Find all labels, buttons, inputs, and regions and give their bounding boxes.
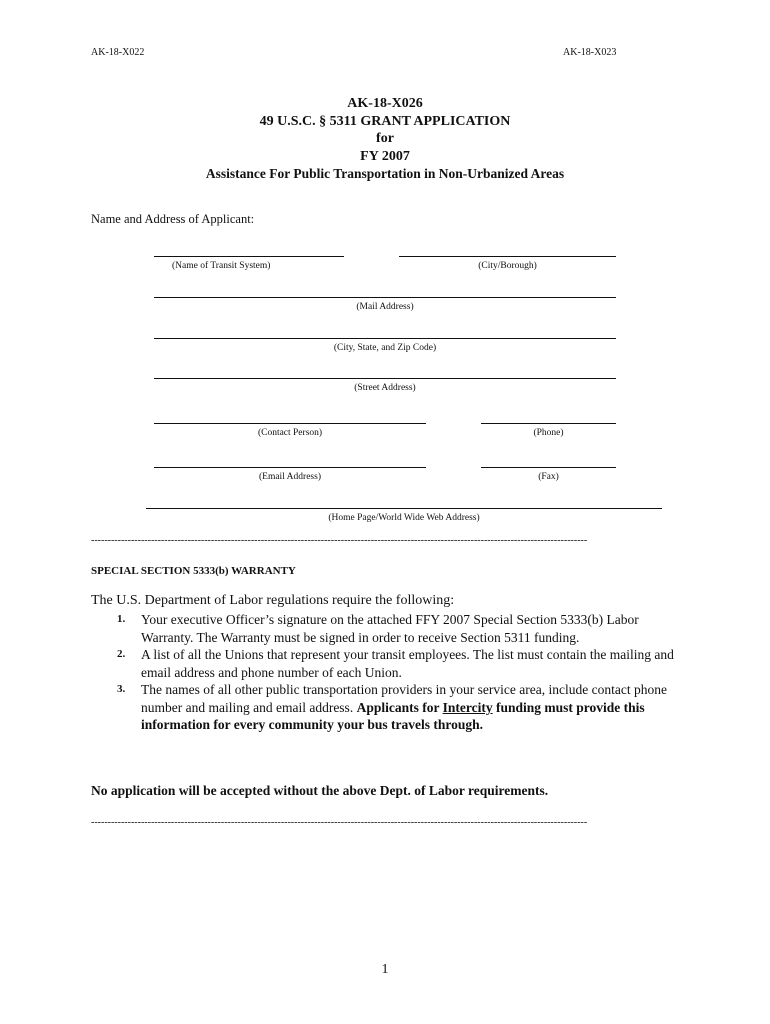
title-line-1: 49 U.S.C. § 5311 GRANT APPLICATION: [259, 113, 511, 129]
mail-address-line[interactable]: [154, 297, 616, 298]
fax-line[interactable]: [481, 467, 616, 468]
item-bold-text-cont: funding must provide this information for every community your bus travels through.: [141, 699, 645, 732]
city-borough-line[interactable]: [399, 256, 616, 257]
city-state-zip-field[interactable]: [154, 338, 616, 353]
city-state-zip-line[interactable]: [154, 338, 616, 339]
web-address-line[interactable]: [146, 508, 662, 509]
street-address-line[interactable]: [154, 378, 616, 379]
title-line-2: for: [376, 131, 394, 146]
email-address-field[interactable]: [154, 467, 426, 482]
city-state-zip-caption: (City, State, and Zip Code): [333, 343, 437, 353]
form-code: AK-18-X026: [347, 96, 423, 111]
phone-line[interactable]: [481, 423, 616, 424]
mail-address-caption: (Mail Address): [356, 302, 414, 312]
contact-person-field[interactable]: [154, 423, 426, 438]
item-text: The names of all other public transportation providers in your service area, include contact phone number and mailing and email address.: [141, 682, 667, 715]
item-text: A list of all the Unions that represent your transit employees. The list must contain the mailing and email address and phone number of each Union.: [141, 647, 674, 680]
web-address-caption: (Home Page/World Wide Web Address): [328, 513, 480, 523]
contact-person-line[interactable]: [154, 423, 426, 424]
transit-system-caption: (Name of Transit System): [172, 261, 271, 271]
email-address-line[interactable]: [154, 467, 426, 468]
title-line-4: Assistance For Public Transportation in Non-Urbanized Areas: [205, 166, 565, 181]
mail-address-field[interactable]: [154, 297, 616, 312]
warranty-intro: The U.S. Department of Labor regulations require the following:: [91, 593, 455, 608]
header-code-right: AK-18-X023: [563, 47, 617, 58]
item-number: 1.: [117, 613, 126, 625]
fax-caption: (Fax): [538, 472, 559, 482]
requirements-notice: No application will be accepted without the above Dept. of Labor requirements.: [91, 783, 549, 798]
contact-person-caption: (Contact Person): [257, 428, 323, 438]
item-bold-text: Applicants for: [356, 699, 443, 715]
transit-system-field[interactable]: [154, 256, 344, 271]
warranty-heading: SPECIAL SECTION 5333(b) WARRANTY: [91, 565, 296, 577]
applicant-label: Name and Address of Applicant:: [91, 212, 255, 226]
transit-system-line[interactable]: [154, 256, 344, 257]
separator-top: -----------------------------------------------------------------------------------------------------------------------------------------------------: [91, 535, 588, 546]
item-number: 3.: [117, 683, 126, 695]
title-block: [0, 95, 770, 183]
item-underlined-text: Intercity: [442, 699, 493, 715]
phone-caption: (Phone): [533, 428, 564, 438]
item-text: Your executive Officer’s signature on the attached FFY 2007 Special Section 5333(b) Labor Warranty. The Warranty must be signed in order to receive Section 5311 funding.: [141, 612, 639, 645]
requirements-list: [91, 611, 676, 734]
title-line-3: FY 2007: [360, 148, 410, 164]
email-address-caption: (Email Address): [258, 472, 321, 482]
fax-field[interactable]: [481, 467, 616, 482]
phone-field[interactable]: [481, 423, 616, 438]
list-item: [91, 646, 676, 681]
separator-bottom: -----------------------------------------------------------------------------------------------------------------------------------------------------: [91, 817, 588, 828]
street-address-caption: (Street Address): [354, 383, 416, 393]
street-address-field[interactable]: [154, 378, 616, 393]
list-item: [91, 681, 676, 734]
city-borough-caption: (City/Borough): [478, 261, 537, 271]
header-code-left: AK-18-X022: [91, 47, 145, 58]
page-number: 1: [381, 962, 389, 977]
item-number: 2.: [117, 648, 126, 660]
city-borough-field[interactable]: [399, 256, 616, 271]
list-item: [91, 611, 676, 646]
web-address-field[interactable]: [146, 508, 662, 523]
